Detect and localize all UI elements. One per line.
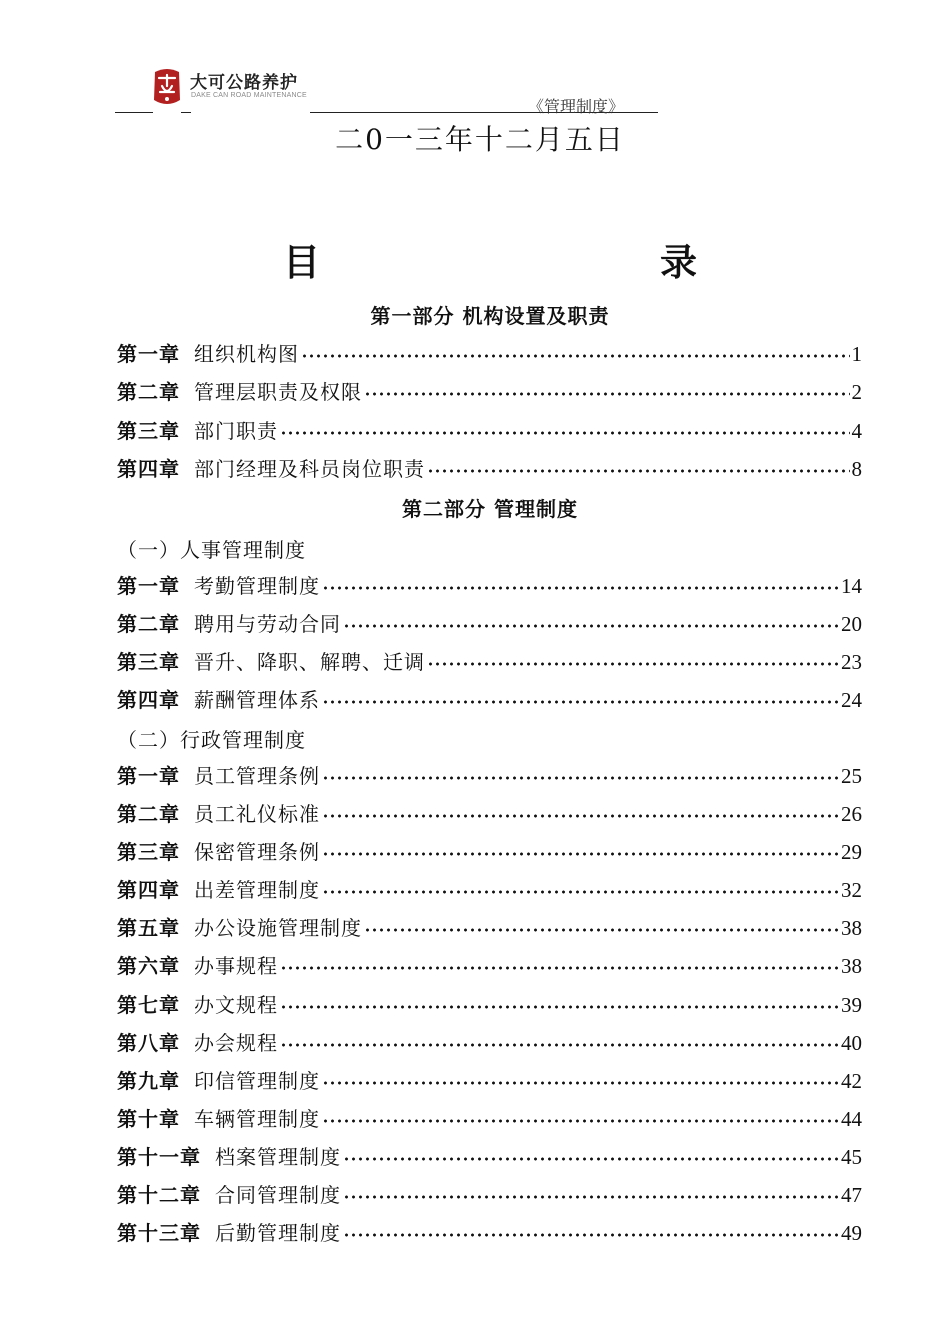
entry-page-number: 23: [841, 650, 862, 674]
entry-page-number: 38: [841, 916, 862, 940]
entry-page-number: 49: [841, 1221, 862, 1245]
section-heading: （一）人事管理制度: [117, 538, 306, 562]
entry-title: 办会规程: [194, 1031, 278, 1055]
dot-leader: [280, 1005, 839, 1009]
entry-chapter: 第十章: [117, 1107, 180, 1131]
entry-page-number: 26: [841, 802, 862, 826]
toc-entry[interactable]: [117, 988, 862, 1018]
dot-leader: [322, 814, 839, 818]
header-rule: [115, 112, 153, 113]
dot-leader: [322, 1119, 839, 1123]
entry-chapter: 第一章: [117, 574, 180, 598]
entry-chapter: 第十一章: [117, 1145, 201, 1169]
toc-entry[interactable]: [117, 949, 862, 979]
red-seal-icon: [150, 66, 184, 108]
entry-title: 聘用与劳动合同: [194, 612, 341, 636]
entry-chapter: 第五章: [117, 916, 180, 940]
document-label: 《管理制度》: [527, 97, 624, 116]
entry-chapter: 第三章: [117, 419, 180, 443]
entry-title: 晋升、降职、解聘、迁调: [194, 650, 425, 674]
entry-title: 合同管理制度: [215, 1183, 341, 1207]
entry-page-number: 45: [841, 1145, 862, 1169]
entry-chapter: 第四章: [117, 457, 180, 481]
dot-leader: [322, 700, 839, 704]
dot-leader: [364, 928, 839, 932]
toc-entry[interactable]: [117, 645, 862, 675]
toc-title-first-char: 目: [283, 240, 320, 284]
entry-chapter: 第二章: [117, 612, 180, 636]
dot-leader: [322, 586, 839, 590]
entry-title: 保密管理条例: [194, 840, 320, 864]
entry-title: 组织机构图: [194, 342, 299, 366]
entry-page-number: 39: [841, 993, 862, 1017]
entry-page-number: 44: [841, 1107, 862, 1131]
entry-page-number: 29: [841, 840, 862, 864]
dot-leader: [343, 1157, 839, 1161]
toc-entry[interactable]: [117, 911, 862, 941]
toc-entry[interactable]: [117, 337, 862, 367]
part-heading: 第一部分 机构设置及职责: [370, 304, 610, 328]
entry-page-number: 20: [841, 612, 862, 636]
dot-leader: [322, 890, 839, 894]
entry-chapter: 第十二章: [117, 1183, 201, 1207]
entry-page-number: 2: [851, 380, 862, 404]
entry-chapter: 第四章: [117, 688, 180, 712]
toc-entry[interactable]: [117, 873, 862, 903]
toc-entry[interactable]: [117, 1102, 862, 1132]
toc-entry[interactable]: [117, 452, 862, 482]
entry-page-number: 1: [851, 342, 862, 366]
section-heading: （二）行政管理制度: [117, 728, 306, 752]
entry-chapter: 第八章: [117, 1031, 180, 1055]
toc-entry[interactable]: [117, 797, 862, 827]
toc-entry[interactable]: [117, 607, 862, 637]
entry-chapter: 第三章: [117, 650, 180, 674]
entry-page-number: 4: [851, 419, 862, 443]
toc-entry[interactable]: [117, 835, 862, 865]
dot-leader: [427, 469, 850, 473]
logo-english-name: DAKE CAN ROAD MAINTENANCE: [191, 92, 307, 99]
entry-page-number: 47: [841, 1183, 862, 1207]
toc-entry[interactable]: [117, 759, 862, 789]
entry-chapter: 第四章: [117, 878, 180, 902]
document-date: 二0一三年十二月五日: [335, 123, 625, 156]
entry-title: 印信管理制度: [194, 1069, 320, 1093]
entry-chapter: 第二章: [117, 380, 180, 404]
entry-title: 部门经理及科员岗位职责: [194, 457, 425, 481]
toc-entry[interactable]: [117, 1178, 862, 1208]
header-rule: [181, 112, 191, 113]
entry-chapter: 第二章: [117, 802, 180, 826]
toc-entry[interactable]: [117, 683, 862, 713]
dot-leader: [322, 1081, 839, 1085]
entry-chapter: 第六章: [117, 954, 180, 978]
dot-leader: [322, 776, 839, 780]
dot-leader: [343, 1233, 839, 1237]
dot-leader: [343, 624, 839, 628]
toc-entry[interactable]: [117, 1140, 862, 1170]
entry-page-number: 38: [841, 954, 862, 978]
dot-leader: [280, 431, 850, 435]
dot-leader: [364, 392, 850, 396]
entry-title: 部门职责: [194, 419, 278, 443]
dot-leader: [280, 1043, 839, 1047]
dot-leader: [427, 662, 839, 666]
toc-entry[interactable]: [117, 1064, 862, 1094]
entry-chapter: 第一章: [117, 764, 180, 788]
entry-chapter: 第三章: [117, 840, 180, 864]
dot-leader: [322, 852, 839, 856]
toc-title-second-char: 录: [660, 240, 697, 284]
entry-chapter: 第一章: [117, 342, 180, 366]
entry-title: 办公设施管理制度: [194, 916, 362, 940]
toc-entry[interactable]: [117, 375, 862, 405]
entry-page-number: 40: [841, 1031, 862, 1055]
entry-title: 后勤管理制度: [215, 1221, 341, 1245]
entry-title: 薪酬管理体系: [194, 688, 320, 712]
entry-page-number: 24: [841, 688, 862, 712]
entry-title: 员工管理条例: [194, 764, 320, 788]
entry-title: 考勤管理制度: [194, 574, 320, 598]
part-heading: 第二部分 管理制度: [402, 497, 578, 521]
toc-entry[interactable]: [117, 569, 862, 599]
entry-page-number: 8: [851, 457, 862, 481]
toc-entry[interactable]: [117, 1026, 862, 1056]
entry-chapter: 第七章: [117, 993, 180, 1017]
entry-page-number: 25: [841, 764, 862, 788]
page-header: [0, 0, 950, 120]
entry-title: 办文规程: [194, 993, 278, 1017]
dot-leader: [280, 966, 839, 970]
entry-title: 车辆管理制度: [194, 1107, 320, 1131]
entry-title: 办事规程: [194, 954, 278, 978]
entry-title: 员工礼仪标准: [194, 802, 320, 826]
entry-title: 出差管理制度: [194, 878, 320, 902]
entry-page-number: 42: [841, 1069, 862, 1093]
toc-entry[interactable]: [117, 414, 862, 444]
toc-entry[interactable]: [117, 1216, 862, 1246]
entry-page-number: 14: [841, 574, 862, 598]
entry-page-number: 32: [841, 878, 862, 902]
entry-title: 管理层职责及权限: [194, 380, 362, 404]
company-logo: [150, 62, 330, 112]
dot-leader: [301, 354, 850, 358]
dot-leader: [343, 1195, 839, 1199]
entry-chapter: 第九章: [117, 1069, 180, 1093]
entry-chapter: 第十三章: [117, 1221, 201, 1245]
logo-chinese-name: 大可公路养护: [190, 73, 298, 93]
entry-title: 档案管理制度: [215, 1145, 341, 1169]
